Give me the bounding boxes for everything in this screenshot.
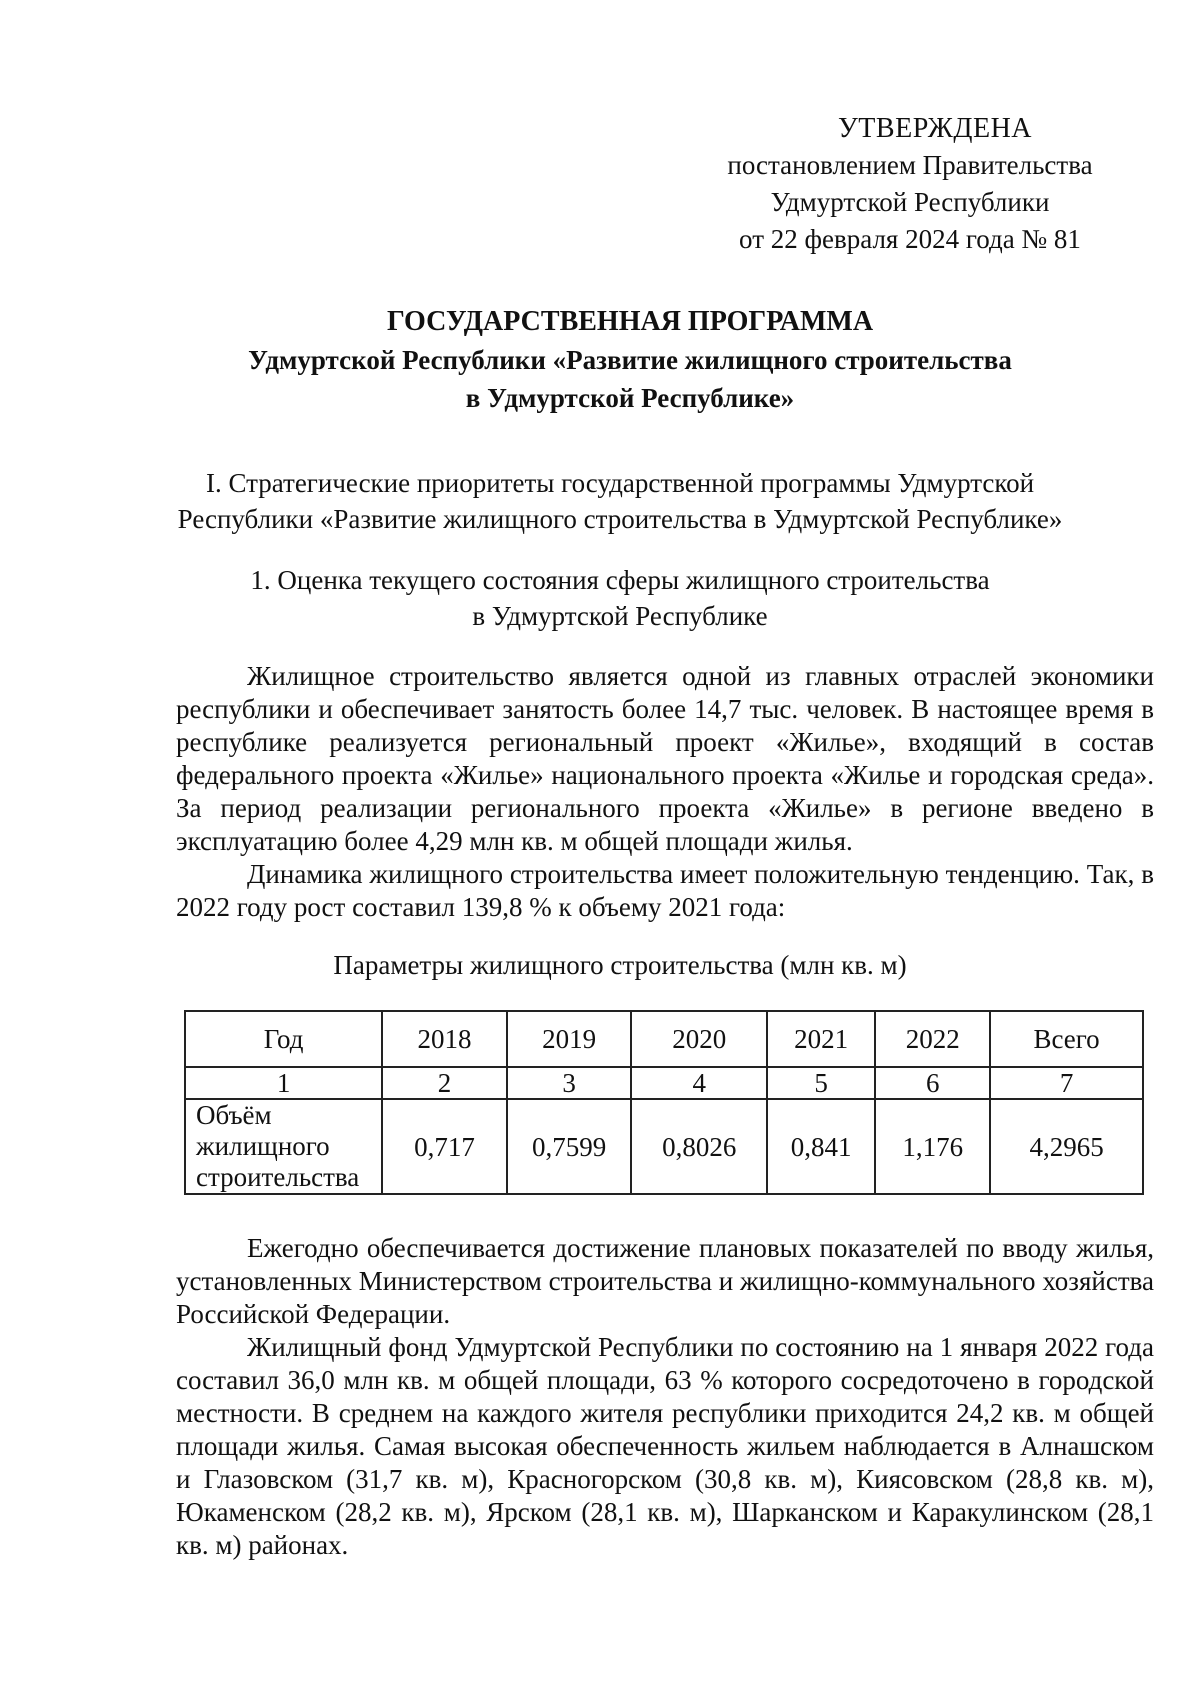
table-row (185, 1099, 1143, 1194)
table-header-cell: 2021 (767, 1011, 875, 1067)
housing-parameters-table (184, 1010, 1144, 1195)
approval-line-3: от 22 февраля 2024 года № 81 (739, 224, 1081, 254)
table-header-cell: 2018 (382, 1011, 507, 1067)
table-cell: 4 (631, 1067, 766, 1099)
table-header-cell: 2022 (875, 1011, 990, 1067)
subsection-heading-line-1: 1. Оценка текущего состояния сферы жилищного строительства (250, 565, 990, 595)
subsection-heading-line-2: в Удмуртской Республике (472, 601, 768, 631)
body-text-top (176, 660, 1154, 924)
table-row-label (185, 1099, 382, 1194)
row-label-line: Объём (196, 1100, 272, 1130)
table-cell: 7 (990, 1067, 1143, 1099)
table-cell: 0,8026 (631, 1099, 766, 1194)
row-label-line: жилищного (196, 1131, 330, 1161)
paragraph: Жилищное строительство является одной из главных отраслей экономики республики и обеспечивает занятость более 14,7 тыс. человек. В настоящее время в республике реализуется региональный проект «Жилье», входящий в состав федерального проекта «Жилье» национального проекта «Жилье и городская среда». За период реализации регионального проекта «Жилье» в регионе введено в эксплуатацию более 4,29 млн кв. м общей площади жилья. (176, 661, 1154, 856)
subsection-heading (120, 562, 1120, 634)
table-header-cell: Год (185, 1011, 382, 1067)
approval-line-2: Удмуртской Республики (770, 187, 1050, 217)
approval-line-1: постановлением Правительства (727, 150, 1093, 180)
table-cell: 1,176 (875, 1099, 990, 1194)
approval-title: УТВЕРЖДЕНА (837, 113, 1033, 144)
table-caption: Параметры жилищного строительства (млн кв. м) (333, 950, 907, 980)
program-title: ГОСУДАРСТВЕННАЯ ПРОГРАММА (386, 306, 874, 337)
table-cell: 3 (507, 1067, 632, 1099)
table-cell: 4,2965 (990, 1099, 1143, 1194)
table-header-row (185, 1011, 1143, 1067)
table-cell: 5 (767, 1067, 875, 1099)
table-cell: 0,717 (382, 1099, 507, 1194)
approval-stamp (700, 110, 1120, 258)
table-column-number-row (185, 1067, 1143, 1099)
table-header-cell: 2020 (631, 1011, 766, 1067)
section-heading-line-2: Республики «Развитие жилищного строительства в Удмуртской Республике» (177, 504, 1063, 534)
table-cell: 0,7599 (507, 1099, 632, 1194)
paragraph: Жилищный фонд Удмуртской Республики по состоянию на 1 января 2022 года составил 36,0 млн кв. м общей площади, 63 % которого сосредоточено в городской местности. В среднем на каждого жителя республики приходится 24,2 кв. м общей площади жилья. Самая высокая обеспеченность жильем наблюдается в Алнашском и Глазовском (31,7 кв. м), Красногорском (30,8 кв. м), Киясовском (28,8 кв. м), Юкаменском (28,2 кв. м), Ярском (28,1 кв. м), Шарканском и Каракулинском (28,1 кв. м) районах. (176, 1332, 1154, 1560)
table-cell: 1 (185, 1067, 382, 1099)
table-cell: 2 (382, 1067, 507, 1099)
section-heading (120, 465, 1120, 537)
paragraph: Динамика жилищного строительства имеет положительную тенденцию. Так, в 2022 году рост составил 139,8 % к объему 2021 года: (176, 859, 1154, 922)
program-subtitle-line-1: Удмуртской Республики «Развитие жилищного строительства (248, 345, 1012, 375)
program-title-block (100, 303, 1160, 417)
body-text-bottom (176, 1232, 1154, 1562)
table-cell: 6 (875, 1067, 990, 1099)
table-cell: 0,841 (767, 1099, 875, 1194)
table-header-cell: Всего (990, 1011, 1143, 1067)
paragraph: Ежегодно обеспечивается достижение плановых показателей по вводу жилья, установленных Министерством строительства и жилищно-коммунального хозяйства Российской Федерации. (176, 1233, 1154, 1329)
row-label-line: строительства (196, 1162, 360, 1192)
program-subtitle-line-2: в Удмуртской Республике» (465, 383, 795, 413)
table-header-cell: 2019 (507, 1011, 632, 1067)
section-heading-line-1: I. Стратегические приоритеты государственной программы Удмуртской (205, 468, 1035, 498)
